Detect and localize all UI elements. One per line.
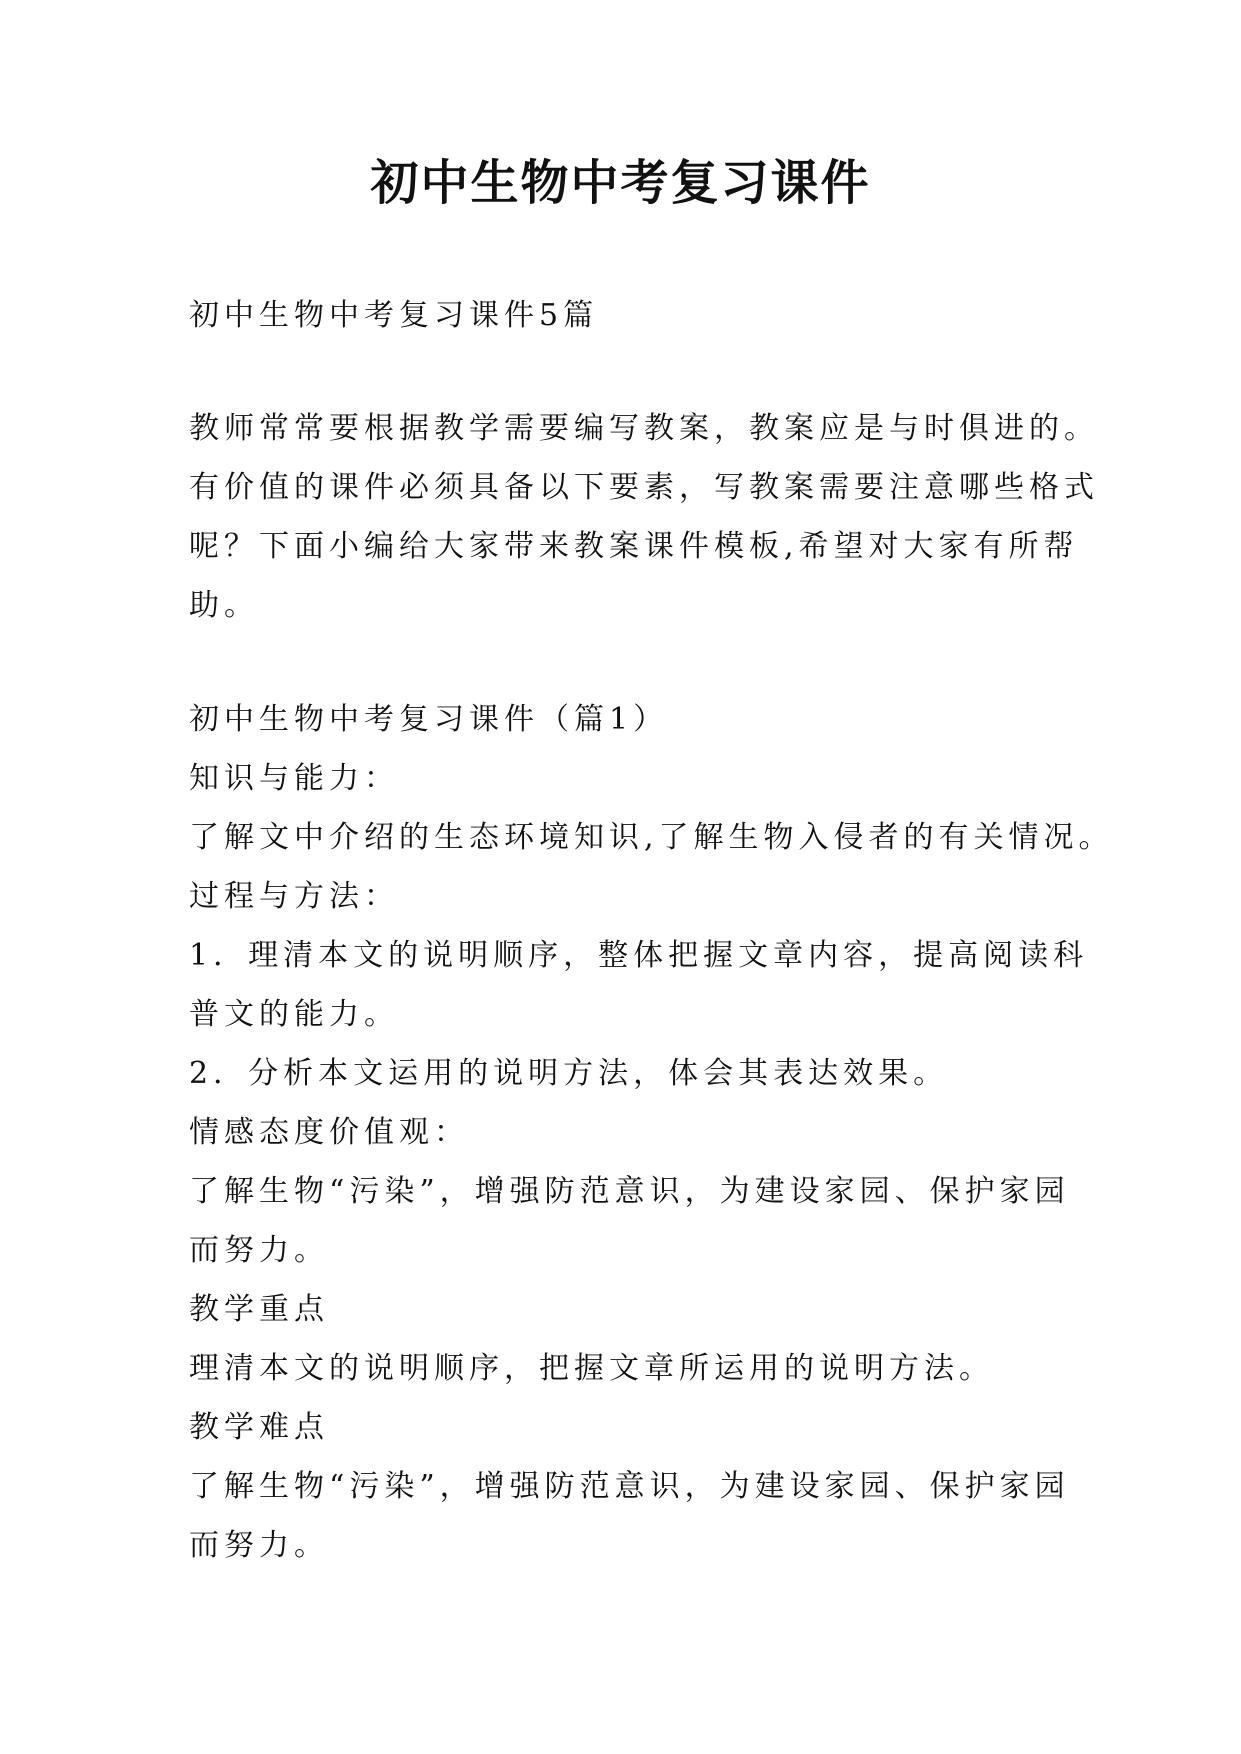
section-line: 而努力。 — [189, 1528, 329, 1563]
section-line: 了解生物“污染”，增强防范意识，为建设家园、保护家园 — [189, 1174, 1070, 1209]
section-line: 普文的能力。 — [189, 997, 399, 1032]
section-line: 情感态度价值观： — [189, 1115, 469, 1150]
document-subtitle: 初中生物中考复习课件5篇 — [189, 298, 599, 333]
section-line: 而努力。 — [189, 1233, 329, 1268]
section-line: 知识与能力： — [189, 761, 399, 796]
intro-line: 有价值的课件必须具备以下要素，写教案需要注意哪些格式 — [189, 470, 1099, 505]
section-heading: 初中生物中考复习课件（篇1） — [189, 702, 669, 737]
section-line: 1．理清本文的说明顺序，整体把握文章内容，提高阅读科 — [189, 938, 1089, 973]
intro-line: 呢？下面小编给大家带来教案课件模板,希望对大家有所帮 — [189, 529, 1079, 564]
section-line: 过程与方法： — [189, 879, 399, 914]
section-line: 教学重点 — [189, 1292, 329, 1327]
intro-line: 助。 — [189, 588, 259, 623]
intro-line: 教师常常要根据教学需要编写教案，教案应是与时俱进的。 — [189, 411, 1099, 446]
document-title: 初中生物中考复习课件 — [370, 155, 871, 211]
section-line: 了解生物“污染”，增强防范意识，为建设家园、保护家园 — [189, 1469, 1070, 1504]
section-line: 教学难点 — [189, 1410, 329, 1445]
section-line: 了解文中介绍的生态环境知识,了解生物入侵者的有关情况。 — [189, 820, 1114, 855]
section-line: 理清本文的说明顺序，把握文章所运用的说明方法。 — [189, 1351, 994, 1386]
section-line: 2．分析本文运用的说明方法，体会其表达效果。 — [189, 1056, 949, 1091]
